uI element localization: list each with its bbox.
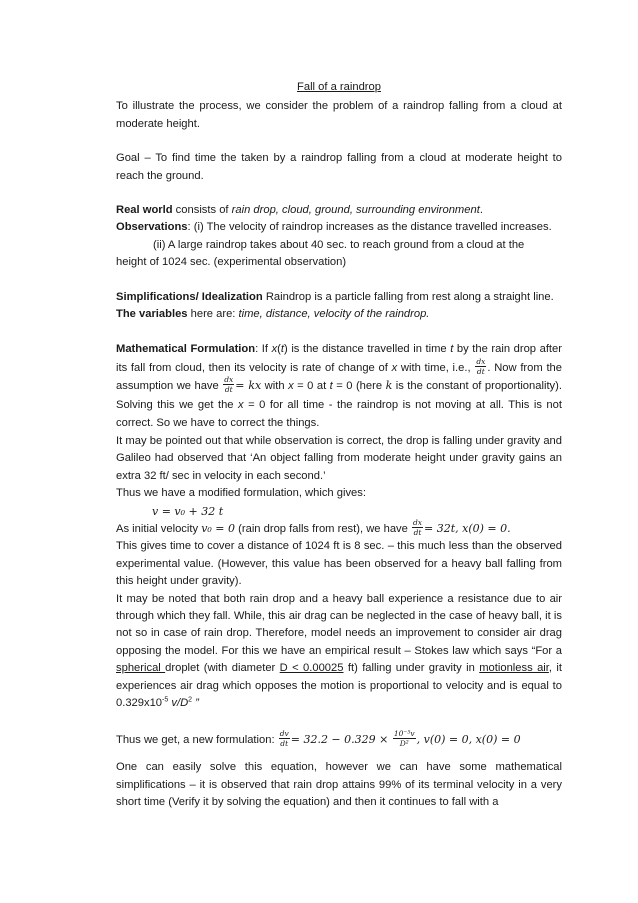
text: ) is the distance travelled in time <box>284 343 451 356</box>
equation: = kx <box>235 379 262 393</box>
text: ft) falling under gravity in <box>343 662 480 675</box>
velocity-equation: v = v₀ + 32 t <box>152 504 224 518</box>
equation: = 32.2 − 0.329 × <box>290 733 392 747</box>
variables-label: The variables <box>116 308 188 321</box>
fraction-dx-dt <box>223 375 234 394</box>
fraction-dv-dt <box>279 729 290 748</box>
text: : If <box>255 343 272 356</box>
text: with <box>261 380 289 393</box>
var-x: x <box>271 343 278 356</box>
text: ( <box>277 343 281 356</box>
var-x: x <box>238 398 244 411</box>
observations-label: Observations <box>116 221 188 234</box>
fraction-dx-dt <box>412 518 423 537</box>
formula: v/D <box>168 697 189 710</box>
var-k: k <box>385 379 393 393</box>
new-formulation-paragraph <box>116 729 562 751</box>
text: droplet (with diameter <box>165 662 280 675</box>
simplifications-paragraph <box>116 289 562 306</box>
initial-velocity-paragraph <box>116 517 562 538</box>
text: (rain drop falls from rest), we have <box>235 523 411 535</box>
fraction-dx-dt <box>475 357 486 376</box>
spacer <box>116 272 562 289</box>
observation-2: (ii) A large raindrop takes about 40 sec. to reach ground from a cloud at the <box>153 238 525 251</box>
closing-paragraph: One can easily solve this equation, however we can have some mathematical simplifications – it is observed that rain drop attains 99% of its terminal velocity in a very short time (Verify it by solving the equation) and then it continues to fall with a <box>116 761 562 809</box>
numerator: dv <box>279 729 289 739</box>
var-x: x <box>288 380 294 393</box>
formulation-paragraph <box>116 340 562 433</box>
underlined-text: spherical <box>116 662 166 675</box>
variables-italic: time, distance, velocity of the raindrop. <box>238 308 430 321</box>
numerator: 10⁻⁵v <box>393 729 415 739</box>
real-world-text: consists of <box>172 204 232 217</box>
document-page <box>116 79 562 812</box>
exponent: 2 <box>188 696 193 704</box>
variables-paragraph <box>116 306 562 323</box>
equation: v₀ = 0 <box>201 522 236 535</box>
text: is the constant of proportionality). Solving this we get the <box>116 380 562 411</box>
modified-paragraph: Thus we have a modified formulation, which gives: <box>116 487 366 500</box>
denominator: dt <box>476 366 485 376</box>
formulation-label: Mathematical Formulation <box>116 343 256 356</box>
text: As initial velocity <box>116 523 202 535</box>
spacer <box>116 185 562 202</box>
spacer <box>116 712 562 729</box>
goal-paragraph: Goal – To find time the taken by a raindrop falling from a cloud at moderate height to reach the ground. <box>116 152 562 182</box>
denominator: D² <box>399 739 409 749</box>
simplifications-text: Raindrop is a particle falling from rest along a straight line. <box>262 290 554 303</box>
exponent: -5 <box>162 696 169 704</box>
page-title: Fall of a raindrop <box>297 81 381 93</box>
real-world-label: Real world <box>116 204 173 217</box>
real-world-italic: rain drop, cloud, ground, surrounding environment <box>231 204 480 217</box>
text: Thus we get, a new formulation: <box>116 734 278 747</box>
var-t: t <box>280 343 285 356</box>
simplifications-label: Simplifications/ Idealization <box>116 290 263 303</box>
observations-paragraph <box>116 219 562 236</box>
variables-text: here are: <box>187 308 239 321</box>
var-x: x <box>391 361 398 374</box>
spacer <box>116 133 562 150</box>
text: . Now from the assumption we have <box>116 361 562 393</box>
numerator: dx <box>412 517 423 527</box>
denominator: dt <box>413 527 422 537</box>
var-t: t <box>450 343 454 356</box>
real-world-paragraph <box>116 202 562 219</box>
fraction-drag <box>393 729 416 748</box>
numerator: dx <box>476 356 486 366</box>
numerator: dx <box>224 375 234 385</box>
real-world-end: . <box>479 204 483 217</box>
text: by the rain drop after its fall from cloud, then its velocity is rate of change of <box>116 343 562 374</box>
underlined-text: motionless air <box>479 662 549 675</box>
denominator: dt <box>280 739 289 749</box>
underlined-text: D < 0.00025 <box>279 662 344 675</box>
denominator: dt <box>224 385 233 395</box>
intro-paragraph: To illustrate the process, we consider the problem of a raindrop falling from a cloud at moderate height. <box>116 100 562 130</box>
text: = 0 for all time - the raindrop is not moving at all. This is not correct. So we have to correct the things. <box>116 398 562 430</box>
observation-2-cont: height of 1024 sec. (experimental observation) <box>116 256 347 269</box>
text: = 0 (here <box>332 380 386 393</box>
galileo-paragraph: It may be pointed out that while observation is correct, the drop is falling under gravity and Galileo had observed that ‘An object falling from moderate height under gravity gains an extra 32 ft/ sec in velocity in each second.’ <box>116 434 562 482</box>
spacer <box>116 323 562 340</box>
text: with time, i.e., <box>397 361 475 374</box>
var-t: t <box>329 380 333 393</box>
text: = 0 at <box>293 380 330 393</box>
text: ” <box>192 697 199 710</box>
equation: = 32t, x(0) = 0. <box>424 522 511 535</box>
observation-1: : (i) The velocity of raindrop increases as the distance travelled increases. <box>187 221 552 234</box>
spacer <box>116 751 562 759</box>
air-drag-paragraph <box>116 591 562 713</box>
equation: , v(0) = 0, x(0) = 0 <box>416 733 521 747</box>
text: It may be noted that both rain drop and a heavy ball experience a resistance due to air through which they fall. While, this air drag can be neglected in the case of heavy ball, it is not so in case of rain drop. Therefore, model needs an improvement to consider air drag opposing the model. For this we have an empirical result – Stokes law which says “For a <box>116 592 562 657</box>
text: , it experiences air drag which opposes the motion is proportional to velocity and is equal to 0.329x10 <box>116 662 562 710</box>
time-paragraph: This gives time to cover a distance of 1024 ft is 8 sec. – this much less than the observed experimental value. (However, this value has been observed for a heavy ball falling from this height under gravity). <box>116 540 562 588</box>
